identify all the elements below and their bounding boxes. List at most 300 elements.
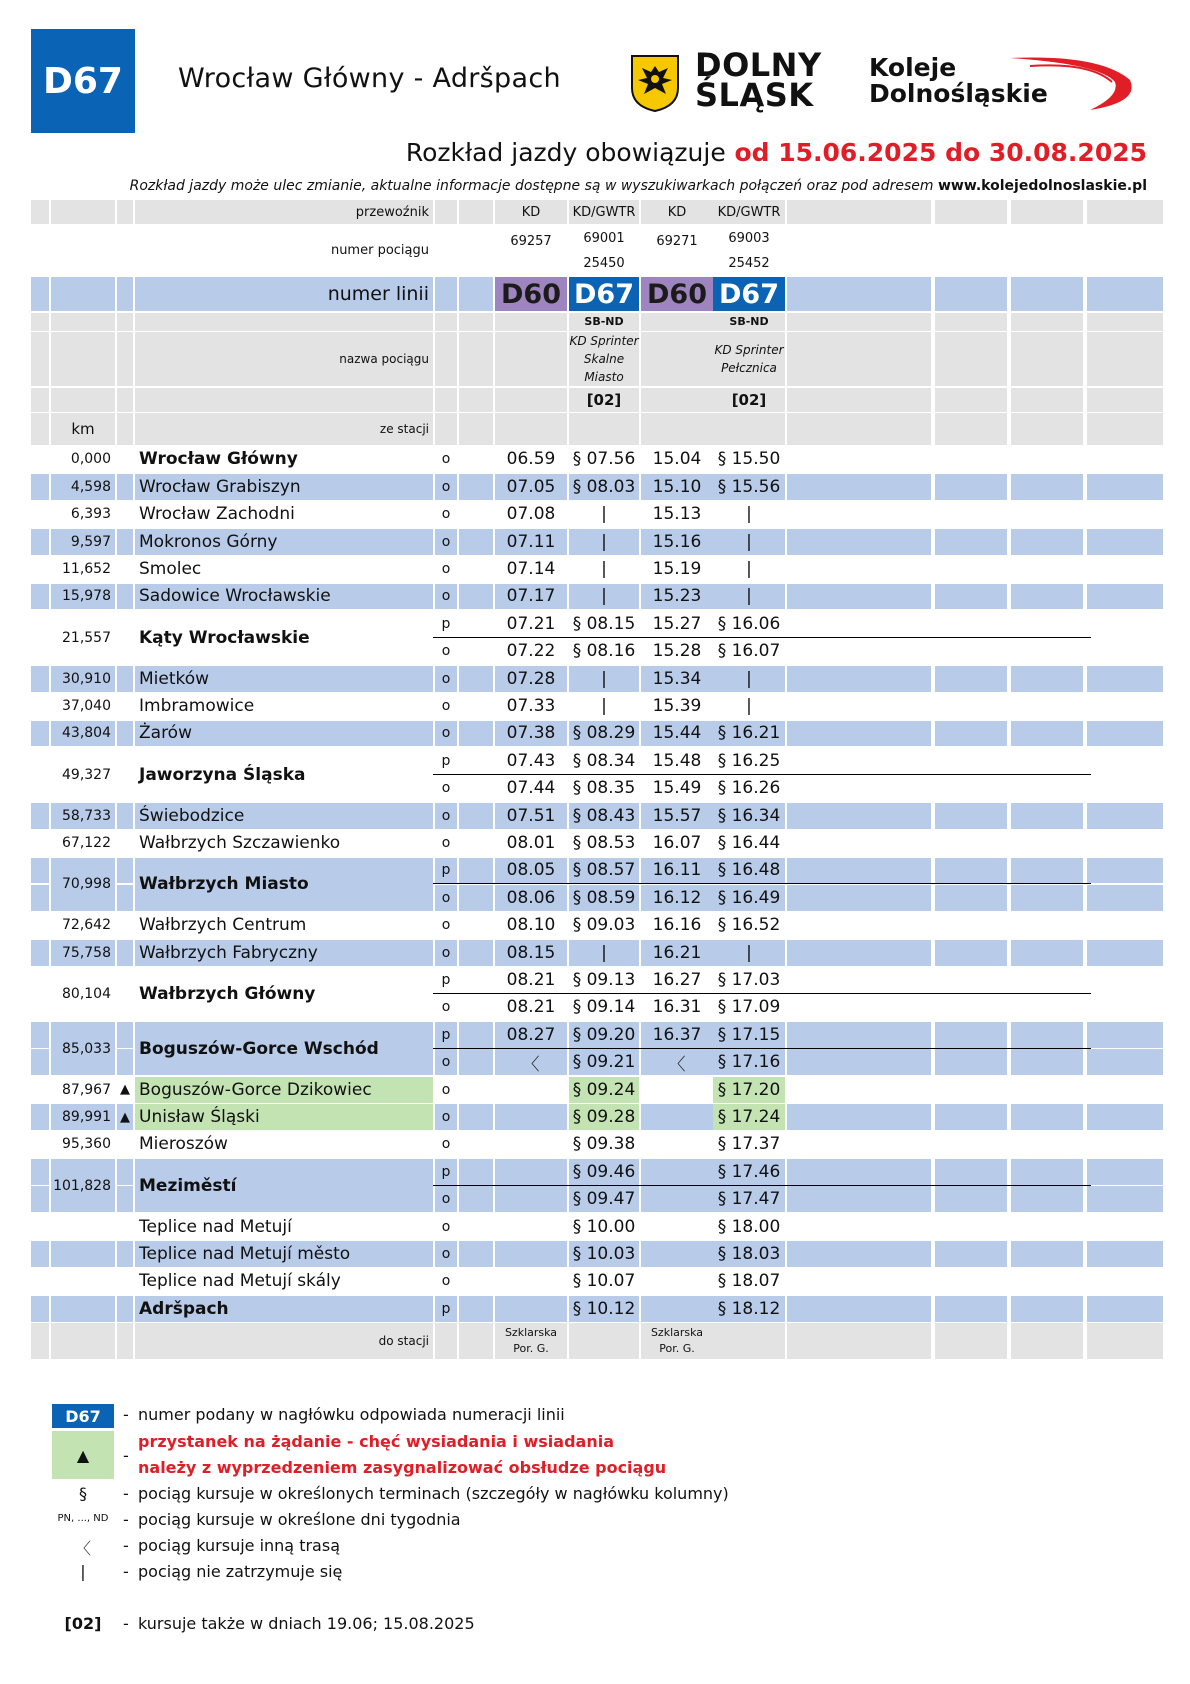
time-cell: § 17.46	[713, 1159, 785, 1185]
validity-period	[406, 138, 1147, 167]
cell	[117, 277, 133, 311]
cell	[1011, 1104, 1083, 1130]
cell	[31, 388, 49, 412]
time-cell: § 09.21	[569, 1049, 639, 1075]
cell	[859, 413, 931, 445]
time-cell: § 08.57	[569, 858, 639, 884]
cell	[1011, 226, 1083, 276]
cell	[31, 693, 49, 719]
logo-ds-line2: ŚLĄSK	[695, 76, 814, 114]
cell	[1087, 200, 1163, 224]
cell	[459, 388, 493, 412]
header-row-note	[31, 388, 1163, 412]
station-km: 49,327	[51, 748, 115, 801]
station-row	[31, 967, 1163, 1004]
footer-row-to	[31, 1323, 1163, 1359]
cell	[459, 693, 493, 719]
cell	[787, 748, 859, 774]
station-km: 37,040	[51, 693, 115, 719]
cell	[459, 556, 493, 582]
arr-dep-marker: o	[435, 1186, 457, 1212]
time-cell: 07.22	[495, 638, 567, 664]
cell	[859, 1159, 931, 1185]
cell	[435, 332, 457, 386]
cell	[787, 940, 859, 966]
cell	[935, 1186, 1007, 1212]
time-cell: § 08.34	[569, 748, 639, 774]
cell	[935, 775, 1007, 801]
cell	[1011, 666, 1083, 692]
cell	[787, 501, 859, 527]
cell	[459, 721, 493, 747]
station-km: 85,033	[51, 1022, 115, 1075]
cell	[859, 638, 931, 664]
time-cell: 07.14	[495, 556, 567, 582]
station-name: Kąty Wrocławskie	[135, 611, 433, 664]
cell	[859, 1186, 931, 1212]
header-row-carrier	[31, 200, 1163, 224]
cell	[117, 967, 133, 993]
cell	[117, 1049, 133, 1075]
cell	[1087, 666, 1163, 692]
cell	[31, 226, 49, 276]
cell	[935, 1269, 1007, 1295]
cell	[459, 1104, 493, 1130]
time-cell	[641, 1214, 713, 1240]
time-cell: 07.44	[495, 775, 567, 801]
station-row	[31, 721, 1163, 747]
cell	[935, 1241, 1007, 1267]
cell	[787, 721, 859, 747]
cell	[935, 1104, 1007, 1130]
cell	[1087, 693, 1163, 719]
cell	[31, 830, 49, 856]
cell	[859, 693, 931, 719]
time-cell: |	[713, 940, 785, 966]
time-cell: 07.08	[495, 501, 567, 527]
cell	[51, 313, 115, 331]
cell	[1011, 413, 1083, 445]
station-name: Mieroszów	[135, 1132, 433, 1158]
station-row	[31, 748, 1163, 785]
logo-kd-line1: Koleje	[869, 53, 957, 82]
time-cell: § 15.50	[713, 447, 785, 473]
label-to-station: do stacji	[135, 1323, 433, 1359]
time-cell: 07.17	[495, 584, 567, 610]
legend-other-route-icon: 〈	[74, 1539, 91, 1558]
station-row	[31, 474, 1163, 500]
cell	[787, 226, 859, 276]
arr-dep-marker: o	[435, 529, 457, 555]
cell	[459, 313, 493, 331]
train-note	[641, 388, 713, 412]
cell	[935, 638, 1007, 664]
validity-range: od 15.06.2025 do 30.08.2025	[734, 138, 1147, 167]
cell	[859, 277, 931, 311]
cell	[935, 584, 1007, 610]
cell	[31, 200, 49, 224]
train-name: KD Sprinter Skalne Miasto	[569, 334, 639, 384]
station-km: 101,828	[51, 1159, 115, 1212]
station-name: Wrocław Zachodni	[135, 501, 433, 527]
cell	[859, 858, 931, 884]
cell	[459, 995, 493, 1021]
cell	[859, 1241, 931, 1267]
cell	[459, 501, 493, 527]
time-cell: § 16.34	[713, 803, 785, 829]
cell	[787, 638, 859, 664]
time-cell: 15.23	[641, 584, 713, 610]
arr-dep-marker: p	[435, 1022, 457, 1048]
cell	[641, 226, 713, 276]
cell	[787, 1132, 859, 1158]
cell	[435, 313, 457, 331]
cell	[1087, 556, 1163, 582]
header-row-code	[31, 313, 1163, 331]
cell	[935, 1022, 1007, 1048]
cell	[51, 226, 115, 276]
cell	[117, 1241, 133, 1267]
cell	[459, 775, 493, 801]
station-km	[51, 1296, 115, 1322]
cell	[459, 858, 493, 884]
cell	[1011, 940, 1083, 966]
cell	[1011, 474, 1083, 500]
station-name: Wałbrzych Fabryczny	[135, 940, 433, 966]
cell	[1087, 940, 1163, 966]
cell	[1011, 912, 1083, 938]
cell	[1011, 1296, 1083, 1322]
time-cell: § 16.07	[713, 638, 785, 664]
time-cell: 08.10	[495, 912, 567, 938]
station-name: Żarów	[135, 721, 433, 747]
station-row	[31, 529, 1163, 555]
cell	[1011, 332, 1083, 386]
time-cell: § 09.14	[569, 995, 639, 1021]
cell	[569, 413, 639, 445]
train-name	[495, 332, 567, 386]
cell	[31, 1241, 49, 1267]
cell	[1011, 1323, 1083, 1359]
cell	[859, 474, 931, 500]
cell	[859, 1104, 931, 1130]
time-cell: § 09.47	[569, 1186, 639, 1212]
time-cell: § 10.12	[569, 1296, 639, 1322]
time-cell: § 18.03	[713, 1241, 785, 1267]
arr-dep-marker: o	[435, 1269, 457, 1295]
cell	[459, 967, 493, 993]
cell	[1011, 388, 1083, 412]
cell	[117, 1159, 133, 1185]
time-cell: 08.21	[495, 967, 567, 993]
time-cell	[495, 1269, 567, 1295]
time-cell: 15.48	[641, 748, 713, 774]
cell	[859, 313, 931, 331]
station-km: 67,122	[51, 830, 115, 856]
cell	[31, 313, 49, 331]
cell	[935, 858, 1007, 884]
cell	[1087, 912, 1163, 938]
legend-dash: -	[123, 1446, 129, 1465]
legend-note02-text: kursuje także w dniach 19.06; 15.08.2025	[138, 1614, 475, 1633]
cell	[117, 858, 133, 884]
station-km: 80,104	[51, 967, 115, 1020]
time-cell: 08.21	[495, 995, 567, 1021]
cell	[51, 277, 115, 311]
cell	[459, 200, 493, 224]
cell	[859, 501, 931, 527]
cell	[935, 1214, 1007, 1240]
time-cell: § 17.03	[713, 967, 785, 993]
station-km: 0,000	[51, 447, 115, 473]
cell	[859, 1049, 931, 1075]
cell	[31, 1132, 49, 1158]
cell	[713, 226, 785, 276]
request-stop-icon: ▲	[117, 1104, 133, 1130]
cell	[31, 529, 49, 555]
legend-request-text2: należy z wyprzedzeniem zasygnalizować obsłudze pociągu	[138, 1458, 667, 1477]
time-cell: 16.21	[641, 940, 713, 966]
cell	[1087, 501, 1163, 527]
notice-text: Rozkład jazdy może ulec zmianie, aktualne informacje dostępne są w wyszukiwarkach połączeń oraz pod adresem	[129, 178, 934, 194]
cell	[1087, 638, 1163, 664]
time-cell: |	[569, 529, 639, 555]
cell	[459, 611, 493, 637]
logo-ds-line1: DOLNY	[695, 46, 822, 84]
time-cell	[495, 1077, 567, 1103]
cell	[859, 940, 931, 966]
time-cell: |	[569, 584, 639, 610]
cell	[31, 1077, 49, 1103]
cell	[117, 584, 133, 610]
cell	[459, 474, 493, 500]
cell	[31, 912, 49, 938]
arr-dep-marker: o	[435, 693, 457, 719]
cell	[787, 803, 859, 829]
train-destination: Szklarska Por. G.	[641, 1323, 713, 1359]
cell	[1011, 967, 1083, 993]
cell	[1011, 1214, 1083, 1240]
cell	[787, 1077, 859, 1103]
cell	[117, 388, 133, 412]
cell	[459, 413, 493, 445]
time-cell: § 09.46	[569, 1159, 639, 1185]
time-cell: 15.57	[641, 803, 713, 829]
cell	[459, 1022, 493, 1048]
cell	[31, 803, 49, 829]
cell	[935, 995, 1007, 1021]
cell	[935, 830, 1007, 856]
time-cell: |	[569, 501, 639, 527]
label-train-number: numer pociągu	[135, 226, 433, 276]
cell	[1087, 474, 1163, 500]
cell	[117, 748, 133, 774]
cell	[459, 584, 493, 610]
cell	[859, 1077, 931, 1103]
cell	[1087, 388, 1163, 412]
label-from-station: ze stacji	[135, 413, 433, 445]
cell	[935, 277, 1007, 311]
station-row	[31, 1159, 1163, 1196]
cell	[31, 1214, 49, 1240]
time-cell: § 18.12	[713, 1296, 785, 1322]
station-km: 4,598	[51, 474, 115, 500]
cell	[459, 1269, 493, 1295]
cell	[935, 388, 1007, 412]
legend-no-stop-text: pociąg nie zatrzymuje się	[138, 1562, 343, 1581]
cell	[1011, 529, 1083, 555]
time-cell: 07.21	[495, 611, 567, 637]
train-note	[495, 388, 567, 412]
cell	[435, 200, 457, 224]
time-cell: § 08.29	[569, 721, 639, 747]
cell	[1011, 556, 1083, 582]
time-cell: § 16.26	[713, 775, 785, 801]
cell	[495, 226, 567, 276]
legend-dash: -	[123, 1562, 129, 1581]
time-cell	[495, 1214, 567, 1240]
time-cell: § 09.20	[569, 1022, 639, 1048]
time-cell: 15.34	[641, 666, 713, 692]
time-cell: 15.19	[641, 556, 713, 582]
legend-no-stop-icon: |	[80, 1562, 86, 1581]
cell	[459, 666, 493, 692]
time-cell: 15.10	[641, 474, 713, 500]
cell	[31, 885, 49, 911]
cell	[117, 1022, 133, 1048]
station-name: Wałbrzych Główny	[135, 967, 433, 1020]
cell	[117, 1214, 133, 1240]
station-row	[31, 1022, 1163, 1059]
cell	[31, 775, 49, 801]
header-row-name	[31, 332, 1163, 386]
cell	[1087, 967, 1163, 993]
cell	[31, 332, 49, 386]
train-days-code	[641, 313, 713, 331]
time-cell: |	[713, 501, 785, 527]
legend-dash: -	[123, 1484, 129, 1503]
cell	[935, 200, 1007, 224]
time-cell: 07.43	[495, 748, 567, 774]
station-name: Mietków	[135, 666, 433, 692]
cell	[31, 858, 49, 884]
train-line-badge: D60	[495, 277, 567, 311]
cell	[31, 1296, 49, 1322]
station-name: Świebodzice	[135, 803, 433, 829]
time-cell: 07.38	[495, 721, 567, 747]
station-name: Wrocław Grabiszyn	[135, 474, 433, 500]
station-km: 95,360	[51, 1132, 115, 1158]
station-name: Meziměstí	[135, 1159, 433, 1212]
cell	[787, 584, 859, 610]
station-km: 11,652	[51, 556, 115, 582]
time-cell: § 16.48	[713, 858, 785, 884]
cell	[1011, 313, 1083, 331]
time-cell	[495, 1104, 567, 1130]
cell	[1087, 803, 1163, 829]
cell	[1087, 1296, 1163, 1322]
time-cell: |	[713, 693, 785, 719]
time-cell: § 10.03	[569, 1241, 639, 1267]
legend-d67-text: numer podany w nagłówku odpowiada numeracji linii	[138, 1405, 565, 1424]
arr-dep-marker: p	[435, 1296, 457, 1322]
cell	[117, 803, 133, 829]
request-stop-icon: ▲	[117, 1077, 133, 1103]
cell	[1011, 1186, 1083, 1212]
header-row-line	[31, 277, 1163, 311]
cell	[787, 1214, 859, 1240]
station-row	[31, 803, 1163, 829]
cell	[859, 885, 931, 911]
cell	[117, 200, 133, 224]
cell	[1011, 1241, 1083, 1267]
station-row	[31, 1077, 1163, 1103]
cell	[1087, 775, 1163, 801]
cell	[31, 721, 49, 747]
time-cell: 08.27	[495, 1022, 567, 1048]
time-cell: 07.05	[495, 474, 567, 500]
route-title: Wrocław Główny - Adršpach	[178, 63, 561, 94]
time-cell: 15.16	[641, 529, 713, 555]
validity-prefix: Rozkład jazdy obowiązuje	[405, 138, 726, 167]
cell	[859, 388, 931, 412]
cell	[135, 313, 433, 331]
cell	[1087, 1049, 1163, 1075]
time-cell: 〈	[495, 1049, 567, 1075]
time-cell: 16.12	[641, 885, 713, 911]
legend-terms-icon: §	[79, 1484, 87, 1503]
time-cell: 06.59	[495, 447, 567, 473]
cell	[935, 1323, 1007, 1359]
time-cell	[641, 1104, 713, 1130]
station-name: Smolec	[135, 556, 433, 582]
station-row	[31, 693, 1163, 719]
cell	[787, 1323, 859, 1359]
cell	[117, 474, 133, 500]
station-row	[31, 1104, 1163, 1130]
cell	[459, 226, 493, 276]
cell	[117, 447, 133, 473]
time-cell: 15.28	[641, 638, 713, 664]
station-km: 87,967	[51, 1077, 115, 1103]
time-cell	[641, 1159, 713, 1185]
time-cell: § 16.49	[713, 885, 785, 911]
legend-days-symbol: PN, ..., ND	[57, 1513, 109, 1524]
cell	[859, 912, 931, 938]
time-cell: 07.11	[495, 529, 567, 555]
cell	[787, 332, 859, 386]
time-cell	[641, 1269, 713, 1295]
train-destination	[569, 1323, 639, 1359]
time-cell	[495, 1132, 567, 1158]
cell	[117, 1269, 133, 1295]
cell	[935, 912, 1007, 938]
cell	[459, 1323, 493, 1359]
station-row	[31, 858, 1163, 895]
legend-dash: -	[123, 1536, 129, 1555]
station-row	[31, 501, 1163, 527]
cell	[935, 666, 1007, 692]
station-name: Unisław Śląski	[135, 1104, 433, 1130]
time-cell: § 09.13	[569, 967, 639, 993]
cell	[435, 226, 457, 276]
cell	[1087, 584, 1163, 610]
cell	[787, 447, 859, 473]
station-row	[31, 447, 1163, 473]
station-name: Teplice nad Metují	[135, 1214, 433, 1240]
cell	[935, 1049, 1007, 1075]
time-cell: § 18.07	[713, 1269, 785, 1295]
